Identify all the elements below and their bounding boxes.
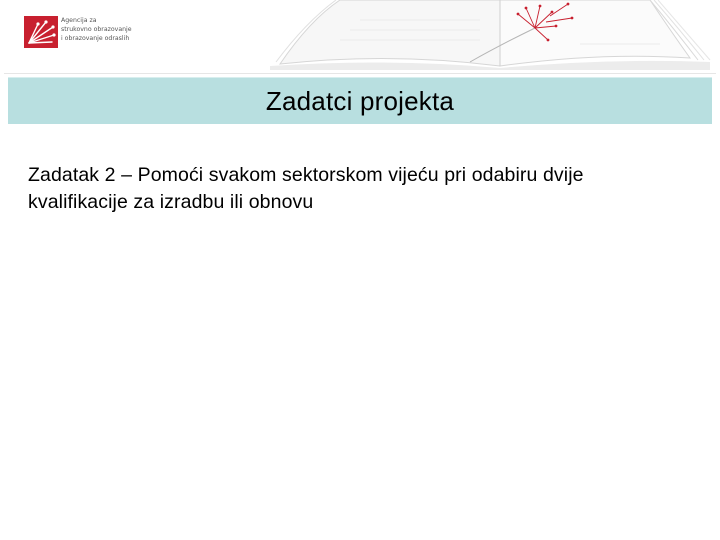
body-line-2: kvalifikacije za izradbu ili obnovu (28, 191, 314, 213)
title-bar-rule (4, 73, 716, 74)
agency-logo (24, 14, 154, 52)
open-book-with-dandelion-icon (250, 0, 720, 70)
title-bar (8, 77, 712, 124)
agency-logo-icon (24, 16, 58, 48)
slide-title: Zadatci projekta (265, 86, 455, 116)
logo-line-2: strukovno obrazovanje (61, 26, 132, 33)
logo-line-3: i obrazovanje odraslih (61, 35, 130, 42)
body-line-1: Zadatak 2 – Pomoći svakom sektorskom vijeću pri odabiru dvije (28, 164, 584, 186)
slide-body (28, 162, 708, 216)
agency-logo-text (61, 16, 156, 43)
logo-line-1: Agencija za (61, 17, 97, 24)
